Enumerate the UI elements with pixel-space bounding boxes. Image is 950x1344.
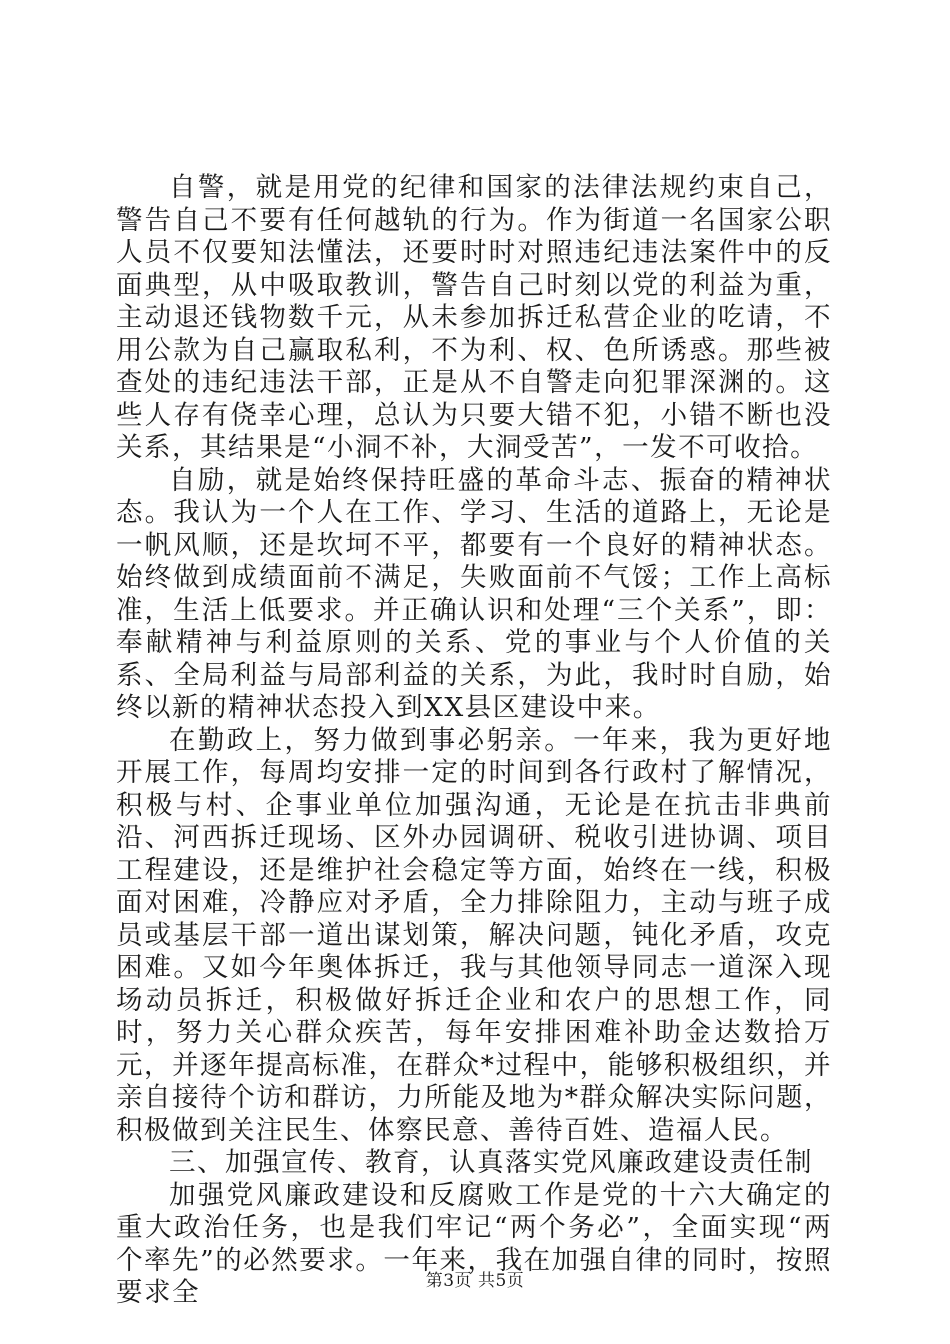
paragraph-self-warning: 自警，就是用党的纪律和国家的法律法规约束自己，警告自己不要有任何越轨的行为。作为街道一名国家公职人员不仅要知法懂法，还要时时对照违纪违法案件中的反面典型，从中吸取教训，警告自己时刻以党的利益为重，主动退还钱物数千元，从未参加拆迁私营企业的吃请，不用公款为自己赢取私利，不为利、权、色所诱惑。那些被查处的违纪违法干部，正是从不自警走向犯罪深渊的。这些人存有侥幸心理，总认为只要大错不犯，小错不断也没关系，其结果是“小洞不补，大洞受苦”，一发不可收拾。 [116,172,832,463]
paragraph-party-conduct: 加强党风廉政建设和反腐败工作是党的十六大确定的重大政治任务，也是我们牢记“两个务必”，全面实现“两个率先”的必然要求。一年来，我在加强自律的同时，按照要求全 [116,1179,832,1308]
paragraph-self-encouragement: 自励，就是始终保持旺盛的革命斗志、振奋的精神状态。我认为一个人在工作、学习、生活的道路上，无论是一帆风顺，还是坎坷不平，都要有一个良好的精神状态。始终做到成绩面前不满足，失败面前不气馁；工作上高标准，生活上低要求。并正确认识和处理“三个关系”，即：奉献精神与利益原则的关系、党的事业与个人价值的关系、全局利益与局部利益的关系，为此，我时时自励，始终以新的精神状态投入到XX县区建设中来。 [116,464,832,723]
document-body [116,172,832,1310]
paragraph-diligent-governance: 在勤政上，努力做到事必躬亲。一年来，我为更好地开展工作，每周均安排一定的时间到各行政村了解情况，积极与村、企事业单位加强沟通，无论是在抗击非典前沿、河西拆迁现场、区外办园调研、税收引进协调、项目工程建设，还是维护社会稳定等方面，始终在一线，积极面对困难，冷静应对矛盾，全力排除阻力，主动与班子成员或基层干部一道出谋划策，解决问题，钝化矛盾，攻克困难。又如今年奥体拆迁，我与其他领导同志一道深入现场动员拆迁，积极做好拆迁企业和农户的思想工作，同时，努力关心群众疾苦，每年安排困难补助金达数拾万元，并逐年提高标准，在群众*过程中，能够积极组织，并亲自接待个访和群访，力所能及地为*群众解决实际问题，积极做到关注民生、体察民意、善待百姓、造福人民。 [116,724,832,1146]
page-number-footer: 第3页 共5页 [425,1271,525,1291]
section-heading: 三、加强宣传、教育，认真落实党风廉政建设责任制 [169,1147,813,1178]
